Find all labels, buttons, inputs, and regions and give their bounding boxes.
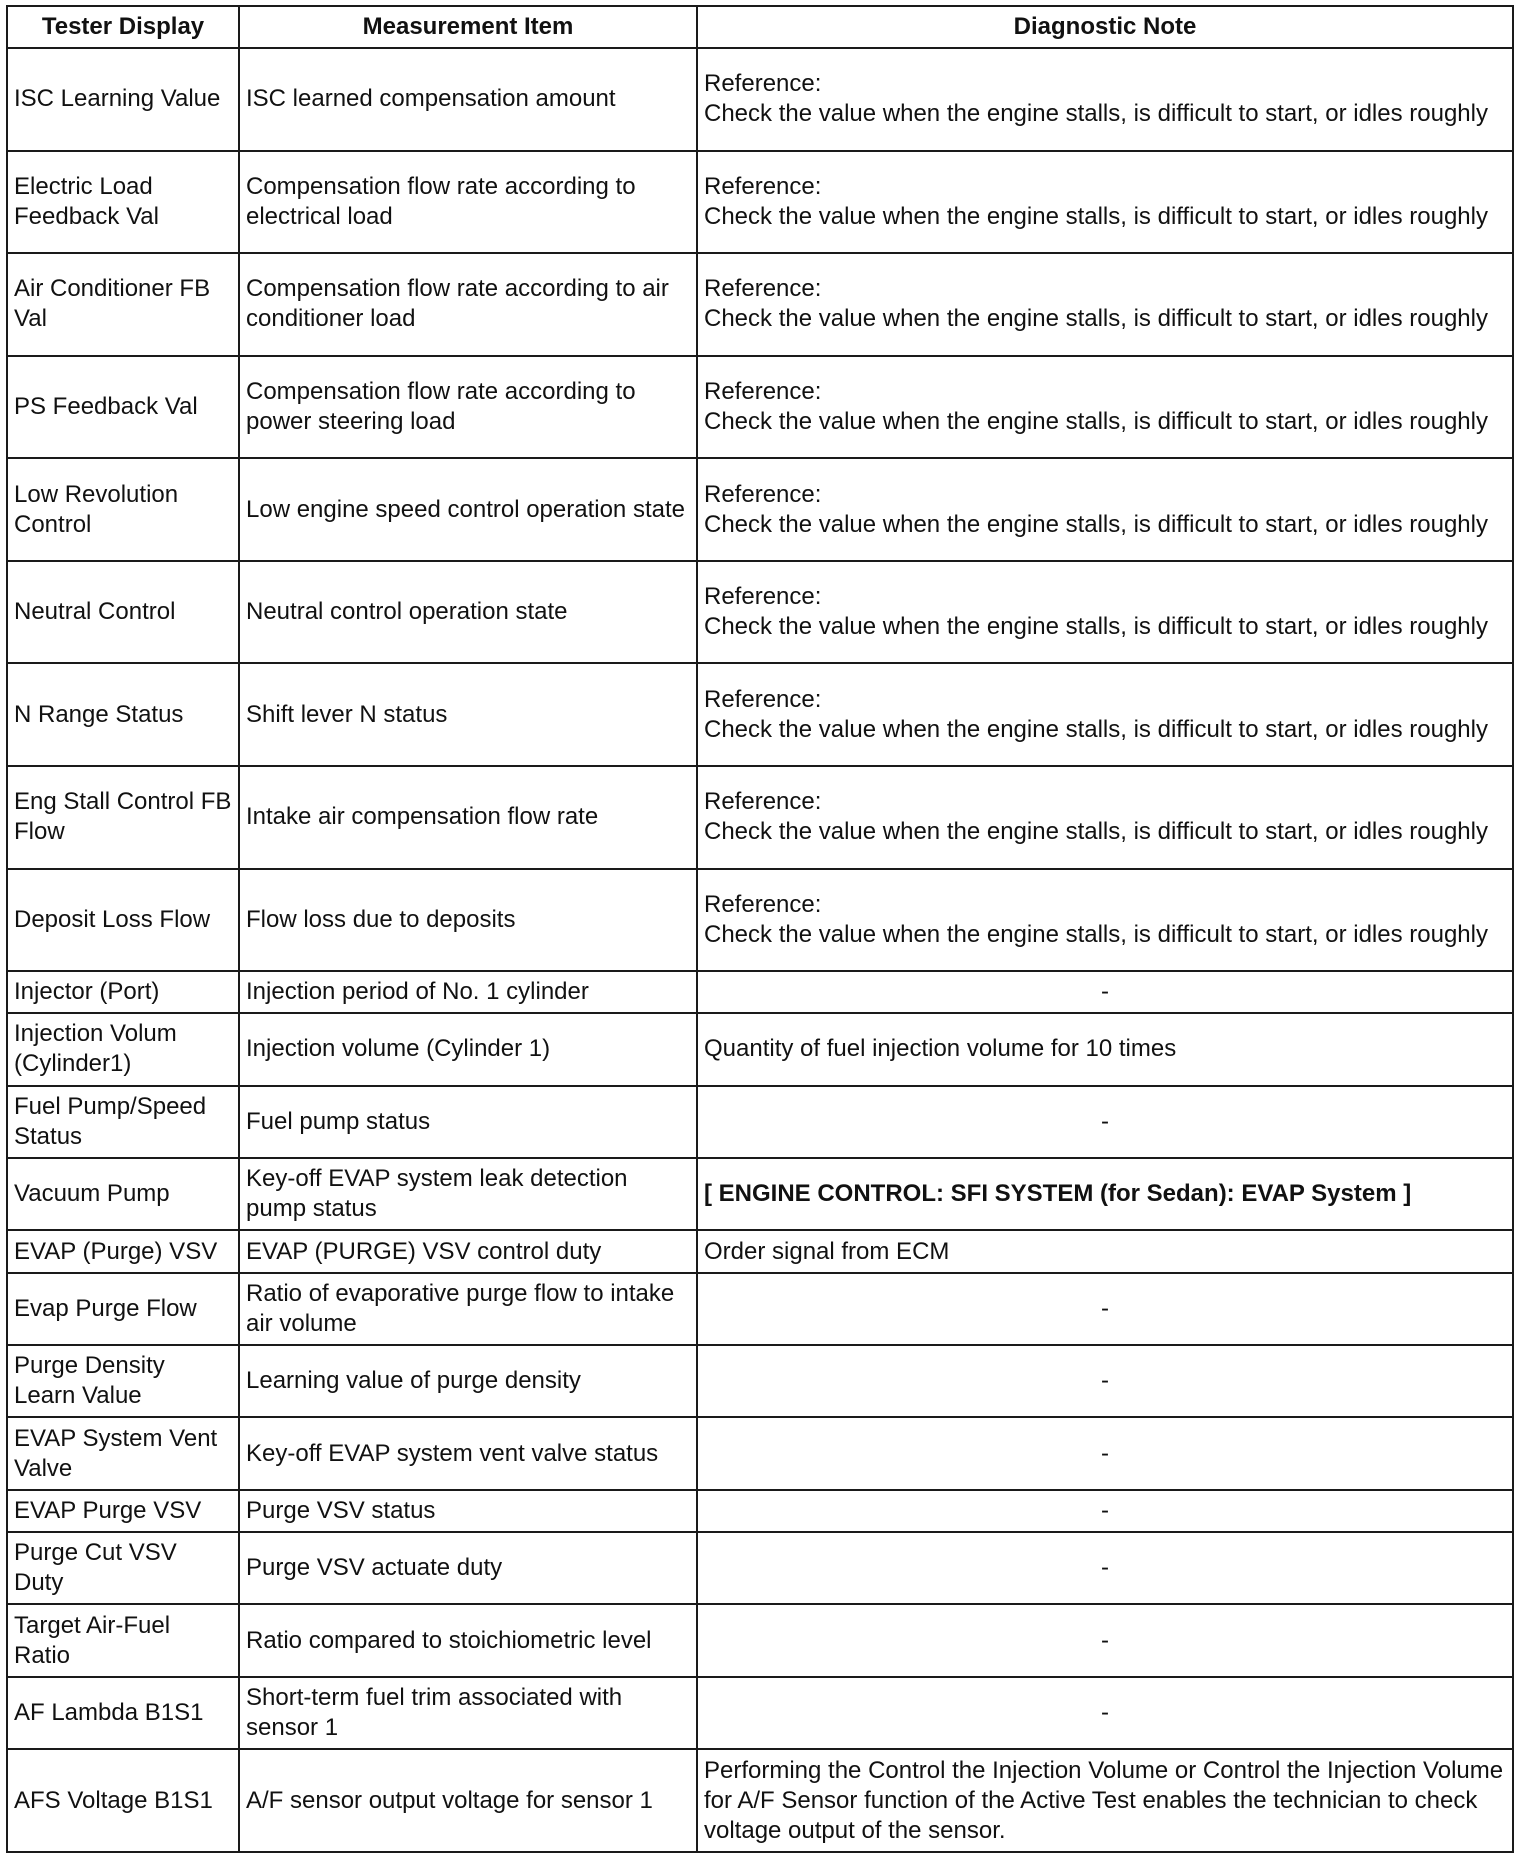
tester-display-cell: Air Conditioner FB Val <box>7 253 239 356</box>
measurement-item-cell: ISC learned compensation amount <box>239 48 697 151</box>
diagnostic-note-cell: - <box>697 1532 1513 1604</box>
table-row <box>7 1086 1513 1158</box>
diagnostic-note-cell: - <box>697 1345 1513 1417</box>
measurement-item-cell: Learning value of purge density <box>239 1345 697 1417</box>
diagnostic-note-cell: Reference: Check the value when the engine stalls, is difficult to start, or idles roughly <box>697 48 1513 151</box>
table-row <box>7 663 1513 766</box>
tester-display-cell: Target Air-Fuel Ratio <box>7 1604 239 1676</box>
measurement-item-cell: Purge VSV status <box>239 1490 697 1532</box>
header-measurement-item: Measurement Item <box>239 6 697 48</box>
measurement-item-cell: Fuel pump status <box>239 1086 697 1158</box>
table-row <box>7 48 1513 151</box>
tester-display-cell: AF Lambda B1S1 <box>7 1677 239 1749</box>
table-row <box>7 1230 1513 1272</box>
table-row <box>7 1345 1513 1417</box>
diagnostic-note-cell: Performing the Control the Injection Volume or Control the Injection Volume for A/F Sensor function of the Active Test enables the technician to check voltage output of the sensor. <box>697 1749 1513 1852</box>
tester-display-cell: EVAP (Purge) VSV <box>7 1230 239 1272</box>
tester-display-cell: Evap Purge Flow <box>7 1273 239 1345</box>
tester-display-cell: Vacuum Pump <box>7 1158 239 1230</box>
diagnostic-note-cell: - <box>697 1273 1513 1345</box>
tester-display-cell: EVAP Purge VSV <box>7 1490 239 1532</box>
tester-display-cell: EVAP System Vent Valve <box>7 1417 239 1489</box>
diagnostic-note-cell: - <box>697 1604 1513 1676</box>
tester-display-cell: Injection Volum (Cylinder1) <box>7 1013 239 1085</box>
table-row <box>7 1417 1513 1489</box>
measurement-item-cell: Purge VSV actuate duty <box>239 1532 697 1604</box>
measurement-item-cell: EVAP (PURGE) VSV control duty <box>239 1230 697 1272</box>
diagnostic-note-cell: Order signal from ECM <box>697 1230 1513 1272</box>
diagnostic-note-cell: - <box>697 1490 1513 1532</box>
table-row <box>7 253 1513 356</box>
tester-display-cell: Purge Cut VSV Duty <box>7 1532 239 1604</box>
table-row <box>7 1677 1513 1749</box>
measurement-item-cell: Flow loss due to deposits <box>239 869 697 972</box>
diagnostic-note-cell: Reference: Check the value when the engine stalls, is difficult to start, or idles roughly <box>697 253 1513 356</box>
tester-display-cell: Low Revolution Control <box>7 458 239 561</box>
table-row <box>7 766 1513 869</box>
measurement-item-cell: Key-off EVAP system leak detection pump status <box>239 1158 697 1230</box>
measurement-item-cell: Neutral control operation state <box>239 561 697 664</box>
diagnostic-note-cell: Reference: Check the value when the engine stalls, is difficult to start, or idles roughly <box>697 458 1513 561</box>
header-tester-display: Tester Display <box>7 6 239 48</box>
table-header-row <box>7 6 1513 48</box>
diagnostic-note-cell: Reference: Check the value when the engine stalls, is difficult to start, or idles roughly <box>697 766 1513 869</box>
measurement-item-cell: Key-off EVAP system vent valve status <box>239 1417 697 1489</box>
measurement-item-cell: Injection period of No. 1 cylinder <box>239 971 697 1013</box>
table-row <box>7 561 1513 664</box>
diagnostic-note-cell: Reference: Check the value when the engine stalls, is difficult to start, or idles roughly <box>697 663 1513 766</box>
diagnostic-note-cell: Reference: Check the value when the engine stalls, is difficult to start, or idles roughly <box>697 151 1513 254</box>
measurement-item-cell: Intake air compensation flow rate <box>239 766 697 869</box>
measurement-item-cell: Compensation flow rate according to air conditioner load <box>239 253 697 356</box>
table-row <box>7 1158 1513 1230</box>
table-row <box>7 869 1513 972</box>
tester-display-cell: ISC Learning Value <box>7 48 239 151</box>
measurement-item-cell: Short-term fuel trim associated with sensor 1 <box>239 1677 697 1749</box>
diagnostic-note-cell: Quantity of fuel injection volume for 10 times <box>697 1013 1513 1085</box>
measurement-item-cell: Ratio of evaporative purge flow to intake air volume <box>239 1273 697 1345</box>
tester-display-cell: PS Feedback Val <box>7 356 239 459</box>
table-row <box>7 151 1513 254</box>
diagnostic-note-cell: - <box>697 1417 1513 1489</box>
table-row <box>7 356 1513 459</box>
tester-display-cell: AFS Voltage B1S1 <box>7 1749 239 1852</box>
tester-display-table <box>6 5 1514 1853</box>
measurement-item-cell: Low engine speed control operation state <box>239 458 697 561</box>
measurement-item-cell: A/F sensor output voltage for sensor 1 <box>239 1749 697 1852</box>
diagnostic-note-cell: Reference: Check the value when the engine stalls, is difficult to start, or idles roughly <box>697 869 1513 972</box>
table-row <box>7 458 1513 561</box>
table-row <box>7 1273 1513 1345</box>
table-row <box>7 1490 1513 1532</box>
table-row <box>7 1532 1513 1604</box>
measurement-item-cell: Shift lever N status <box>239 663 697 766</box>
diagnostic-note-cell: - <box>697 1086 1513 1158</box>
diagnostic-note-cell: - <box>697 1677 1513 1749</box>
tester-display-cell: Deposit Loss Flow <box>7 869 239 972</box>
measurement-item-cell: Ratio compared to stoichiometric level <box>239 1604 697 1676</box>
tester-display-cell: N Range Status <box>7 663 239 766</box>
table-row <box>7 1749 1513 1852</box>
tester-display-cell: Purge Density Learn Value <box>7 1345 239 1417</box>
diagnostic-note-cell: Reference: Check the value when the engine stalls, is difficult to start, or idles roughly <box>697 561 1513 664</box>
diagnostic-note-cell: - <box>697 971 1513 1013</box>
header-diagnostic-note: Diagnostic Note <box>697 6 1513 48</box>
table-row <box>7 971 1513 1013</box>
measurement-item-cell: Compensation flow rate according to power steering load <box>239 356 697 459</box>
table-row <box>7 1013 1513 1085</box>
diagnostic-note-cell: Reference: Check the value when the engine stalls, is difficult to start, or idles roughly <box>697 356 1513 459</box>
reference-link[interactable]: [ ENGINE CONTROL: SFI SYSTEM (for Sedan): EVAP System ] <box>697 1158 1513 1230</box>
tester-display-cell: Electric Load Feedback Val <box>7 151 239 254</box>
tester-display-cell: Fuel Pump/Speed Status <box>7 1086 239 1158</box>
measurement-item-cell: Injection volume (Cylinder 1) <box>239 1013 697 1085</box>
tester-display-cell: Injector (Port) <box>7 971 239 1013</box>
measurement-item-cell: Compensation flow rate according to electrical load <box>239 151 697 254</box>
table-row <box>7 1604 1513 1676</box>
tester-display-cell: Neutral Control <box>7 561 239 664</box>
tester-display-cell: Eng Stall Control FB Flow <box>7 766 239 869</box>
